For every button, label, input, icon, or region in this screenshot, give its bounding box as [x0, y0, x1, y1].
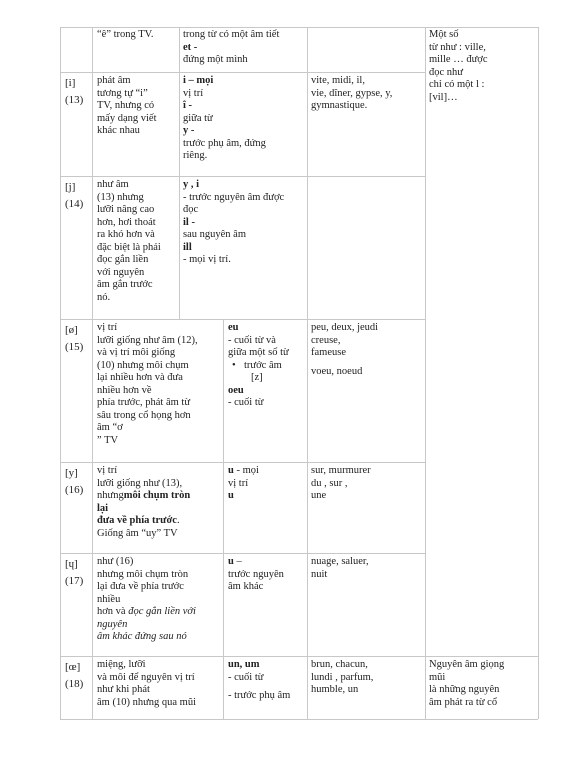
cell-text: âm khác đứng sau nó	[97, 631, 187, 642]
cell-text: âm gắn trước	[97, 279, 153, 290]
row-3-spelling	[228, 322, 289, 410]
cell-text: nguyên	[97, 618, 128, 630]
cell-text: trong từ có một âm tiết	[183, 29, 280, 40]
cell-text: vị trí	[97, 465, 118, 476]
cell-text: nuage, saluer,	[311, 556, 369, 567]
cell-text: là những nguyên	[429, 684, 500, 695]
cell-text: - trước phụ âm	[228, 690, 291, 701]
row-6-desc	[97, 659, 196, 709]
row-6-spelling	[228, 659, 290, 703]
cell-text: vị trí	[228, 477, 249, 489]
cell-text: - cuối từ và	[228, 334, 276, 346]
row-divider	[60, 553, 425, 554]
cell-text	[228, 556, 284, 569]
cell-text: [z]	[251, 372, 263, 383]
cell-text: lại đưa về phía trước	[97, 581, 184, 592]
cell-text: Một số	[429, 29, 459, 40]
cell-text: i – mọi	[183, 75, 214, 86]
cell-text: vị trí	[97, 322, 118, 333]
cell-text: đọc như	[429, 66, 463, 78]
row-divider	[60, 656, 538, 657]
column-divider	[425, 27, 426, 719]
phoneme-number: (18)	[65, 678, 84, 690]
cell-text: “ê” trong TV.	[97, 29, 154, 40]
phoneme-symbol: [y]	[65, 467, 78, 479]
row-divider	[60, 27, 538, 28]
cell-text: brun, chacun,	[311, 659, 368, 670]
cell-text: khác nhau	[97, 125, 140, 136]
row-1-examples	[311, 75, 392, 113]
phoneme-symbol: [j]	[65, 181, 76, 193]
cell-text: miệng, lưỡi	[97, 659, 146, 670]
cell-text: và vị trí môi giống	[97, 347, 176, 358]
cell-text: - trước nguyên âm được	[183, 191, 285, 203]
cell-text: Giống âm “uy” TV	[97, 527, 178, 539]
cell-text: lưỡi giống như âm (12),	[97, 334, 198, 346]
row-4-desc	[97, 465, 190, 540]
cell-text: eu	[228, 322, 239, 333]
cell-text: và môi để nguyên vị trí	[97, 671, 195, 683]
row-0-spelling	[183, 29, 279, 67]
row-1-symbol	[65, 75, 83, 109]
row-2-desc	[97, 179, 161, 304]
row-divider	[60, 462, 425, 463]
cell-text: ra khó hơn và	[97, 229, 155, 240]
row-divider	[60, 319, 425, 320]
row-4-symbol	[65, 465, 83, 499]
cell-text: trước nguyên	[228, 568, 284, 580]
cell-text: • trước âm	[228, 360, 289, 373]
cell-text: tương tự “i”	[97, 87, 148, 99]
text-run: hơn và	[97, 606, 129, 617]
cell-text: âm khác	[228, 581, 264, 592]
cell-text: humble, un	[311, 684, 359, 695]
cell-text: với nguyên	[97, 266, 145, 278]
cell-text: nhiều	[97, 593, 121, 605]
phoneme-number: (17)	[65, 575, 84, 587]
column-divider	[92, 27, 93, 719]
phoneme-symbol: [i]	[65, 77, 76, 89]
row-divider	[60, 72, 425, 73]
cell-text: âm (10) nhưng qua mũi	[97, 696, 197, 708]
row-6-examples	[311, 659, 373, 697]
cell-text: âm “ơ	[97, 422, 123, 433]
cell-text: y -	[183, 125, 195, 136]
cell-text: lưỡi giống như (13),	[97, 477, 183, 489]
cell-text	[97, 515, 190, 528]
phoneme-number: (14)	[65, 198, 84, 210]
cell-text: giữa một số từ	[228, 347, 289, 358]
cell-text	[97, 490, 190, 503]
cell-text: đọc	[183, 204, 199, 215]
cell-text: riêng.	[183, 150, 208, 161]
row-2-spelling	[183, 179, 284, 267]
row-3-examples	[311, 322, 378, 378]
cell-text: TV, nhưng có	[97, 100, 155, 111]
cell-text: y , i	[183, 179, 200, 190]
cell-text: trước phụ âm, đứng	[183, 137, 266, 149]
cell-text: vite, midi, il,	[311, 75, 365, 86]
cell-text: lại	[97, 502, 109, 514]
cell-text	[228, 465, 259, 478]
cell-text: î -	[183, 100, 193, 111]
text-run: đưa về phía trước	[97, 515, 177, 526]
row-0-note	[429, 29, 487, 104]
cell-text: vie, dîner, gypse, y,	[311, 87, 393, 99]
phoneme-symbol: [ø]	[65, 324, 78, 336]
cell-text: fameuse	[311, 347, 346, 358]
row-divider	[60, 719, 538, 720]
cell-text: un, um	[228, 659, 260, 670]
row-1-desc	[97, 75, 156, 138]
row-3-desc	[97, 322, 198, 447]
text-run: u	[228, 465, 234, 476]
cell-text	[97, 606, 196, 619]
cell-text: il -	[183, 216, 195, 228]
phoneme-number: (13)	[65, 94, 84, 106]
cell-text: mũi	[429, 671, 446, 683]
phoneme-symbol: [œ]	[65, 661, 81, 673]
cell-text: như (16)	[97, 556, 134, 567]
text-run: đọc gắn liền với	[128, 606, 196, 617]
cell-text: - cuối từ	[228, 397, 264, 408]
cell-text: u	[228, 490, 234, 501]
cell-text: [vil]…	[429, 91, 458, 103]
cell-text: - mọi vị trí.	[183, 254, 231, 265]
cell-text: đọc gắn liền	[97, 254, 149, 265]
cell-text: ” TV	[97, 434, 119, 446]
text-run: –	[233, 556, 242, 567]
cell-text: vị trí	[183, 87, 204, 99]
cell-text: sau nguyên âm	[183, 229, 246, 240]
row-4-examples	[311, 465, 371, 503]
cell-text: nhưng môi chụm tròn	[97, 568, 189, 580]
cell-text: peu, deux, jeudi	[311, 322, 379, 333]
row-5-symbol	[65, 556, 83, 590]
cell-text: Nguyên âm giọng	[429, 659, 505, 670]
text-run: .	[176, 515, 180, 526]
phoneme-number: (15)	[65, 341, 84, 353]
column-divider	[60, 27, 61, 719]
row-1-spelling	[183, 75, 266, 163]
cell-text: hơn, hơi thoát	[97, 216, 156, 228]
cell-text: phát âm	[97, 75, 131, 86]
cell-text: âm phát ra từ cổ	[429, 696, 498, 708]
text-run: - mọi	[233, 465, 259, 476]
cell-text: nó.	[97, 291, 111, 303]
row-6-symbol	[65, 659, 83, 693]
cell-text: như khi phát	[97, 684, 150, 695]
cell-text: sur, murmurer	[311, 465, 371, 476]
row-5-spelling	[228, 556, 284, 594]
cell-text: sâu trong cổ họng hơn	[97, 409, 191, 421]
cell-text: creuse,	[311, 334, 341, 346]
cell-text: lại nhiều hơn và đưa	[97, 372, 183, 383]
phoneme-symbol: [ɥ]	[65, 558, 78, 570]
cell-text: mille … được	[429, 54, 488, 65]
column-divider	[538, 27, 539, 719]
row-3-symbol	[65, 322, 83, 356]
text-run: u	[228, 556, 234, 567]
column-divider	[307, 27, 308, 719]
cell-text: nhiều hơn về	[97, 384, 152, 396]
cell-text: đặc biệt là phải	[97, 241, 161, 253]
cell-text: lưỡi nâng cao	[97, 204, 155, 215]
cell-text: chỉ có một l :	[429, 79, 485, 90]
cell-text: nuit	[311, 568, 328, 580]
cell-text: mấy dạng viết	[97, 112, 157, 124]
text-run: nhưng	[97, 490, 124, 501]
row-6-note	[429, 659, 504, 709]
cell-text: - cuối từ	[228, 671, 264, 683]
text-run: môi chụm tròn	[123, 490, 191, 501]
row-5-desc	[97, 556, 196, 644]
column-divider	[223, 319, 224, 719]
cell-text: phía trước, phát âm từ	[97, 397, 191, 408]
cell-text: et -	[183, 41, 198, 53]
row-5-examples	[311, 556, 369, 581]
row-2-symbol	[65, 179, 83, 213]
row-divider	[60, 176, 425, 177]
cell-text: ill	[183, 241, 192, 253]
column-divider	[179, 27, 180, 319]
cell-text: giữa từ	[183, 112, 213, 124]
row-0-desc	[97, 29, 153, 42]
cell-text: oeu	[228, 384, 244, 396]
phoneme-number: (16)	[65, 484, 84, 496]
cell-text: gymnastique.	[311, 100, 368, 111]
cell-text: đứng một mình	[183, 54, 248, 65]
row-4-spelling	[228, 465, 259, 503]
cell-text: du , sur ,	[311, 477, 348, 489]
cell-text: từ như : ville,	[429, 41, 486, 53]
cell-text: lundi , parfum,	[311, 671, 374, 683]
cell-text: voeu, noeud	[311, 365, 363, 377]
cell-text: như âm	[97, 179, 129, 190]
cell-text: (13) nhưng	[97, 191, 144, 203]
cell-text: une	[311, 490, 327, 501]
cell-text: (10) nhưng môi chụm	[97, 359, 189, 371]
